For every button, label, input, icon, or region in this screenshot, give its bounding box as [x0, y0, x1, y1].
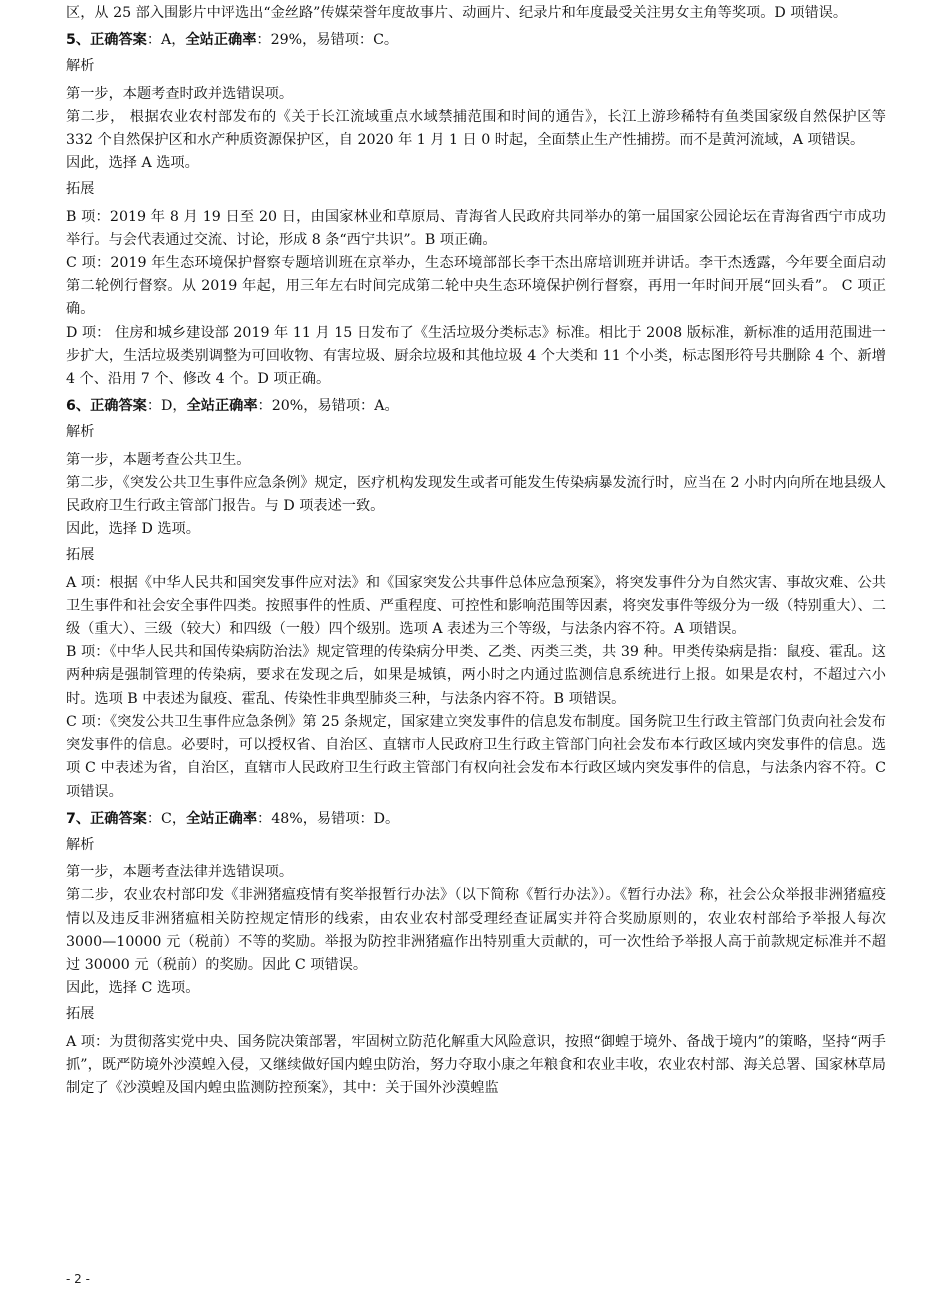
answer-line: [66, 29, 886, 52]
extension-heading: 拓展: [66, 547, 95, 564]
question-number: 7、: [66, 810, 91, 827]
rate-value: ：20%，易错项：A。: [257, 398, 399, 415]
option-d-explanation: D 项： 住房和城乡建设部 2019 年 11 月 15 日发布了《生活垃圾分类标志》标准。相比于 2008 版标准，新标准的适用范围进一步扩大，生活垃圾类别调整为可回收物、有害垃圾、厨余垃圾和其他垃圾 4 个大类和 11 个小类，标志图形符号共删除 4 个、新增 4 个、沿用 7 个、修改 4 个。D 项正确。: [66, 324, 886, 388]
answer-value: ：C，: [146, 810, 187, 827]
intro-paragraph: 区，从 25 部入围影片中评选出“金丝路”传媒荣誉年度故事片、动画片、纪录片和年度最受关注男女主角等奖项。D 项错误。: [66, 5, 848, 21]
extension-heading: 拓展: [66, 1006, 95, 1023]
question-6: [66, 395, 886, 803]
conclusion: 因此，选择 D 选项。: [66, 521, 200, 538]
rate-value: ：29%，易错项：C。: [256, 32, 399, 49]
question-5: [66, 29, 886, 391]
conclusion: 因此，选择 A 选项。: [66, 155, 199, 172]
conclusion: 因此，选择 C 选项。: [66, 980, 200, 997]
step-two: 第二步， 根据农业农村部发布的《关于长江流域重点水域禁捕范围和时间的通告》，长江上游珍稀特有鱼类国家级自然保护区等 332 个自然保护区和水产种质资源保护区，自 2020 年 1 月 1 日 0 时起，全面禁止生产性捕捞。而不是黄河流域，A 项错误。: [66, 108, 886, 149]
option-a-explanation: A 项：根据《中华人民共和国突发事件应对法》和《国家突发公共事件总体应急预案》，将突发事件分为自然灾害、事故灾难、公共卫生事件和社会安全事件四类。按照事件的性质、严重程度、可控性和影响范围等因素，将突发事件等级分为一级（特别重大）、二级（重大）、三级（较大）和四级（一般）四个级别。选项 A 表述为三个等级，与法条内容不符。A 项错误。: [66, 574, 886, 638]
extension-heading: 拓展: [66, 181, 95, 198]
page-number: - 2 -: [66, 1272, 90, 1286]
step-two: 第二步，《突发公共卫生事件应急条例》规定，医疗机构发现发生或者可能发生传染病暴发流行时，应当在 2 小时内向所在地县级人民政府卫生行政主管部门报告。与 D 项表述一致。: [66, 474, 886, 515]
option-a-explanation: A 项：为贯彻落实党中央、国务院决策部署，牢固树立防范化解重大风险意识，按照“御蝗于境外、备战于境内”的策略，坚持“两手抓”，既严防境外沙漠蝗入侵，又继续做好国内蝗虫防治，努力夺取小康之年粮食和农业丰收，农业农村部、海关总署、国家林草局制定了《沙漠蝗及国内蝗虫监测防控预案》，其中：关于国外沙漠蝗监: [66, 1033, 886, 1096]
rate-label: 全站正确率: [186, 398, 258, 415]
answer-value: ：A，: [146, 32, 186, 49]
step-one: 第一步，本题考查法律并选错误项。: [66, 864, 294, 881]
analysis-heading: 解析: [66, 58, 95, 75]
rate-label: 全站正确率: [185, 32, 257, 49]
option-c-explanation: C 项：《突发公共卫生事件应急条例》第 25 条规定，国家建立突发事件的信息发布制度。国务院卫生行政主管部门负责向社会发布突发事件的信息。必要时，可以授权省、自治区、直辖市人民政府卫生行政主管部门向社会发布本行政区域内突发事件的信息。选项 C 中表述为省，自治区，直辖市人民政府卫生行政主管部门有权向社会发布本行政区域内突发事件的信息，与法条内容不符。C 项错误。: [66, 713, 886, 800]
option-b-explanation: B 项：2019 年 8 月 19 日至 20 日，由国家林业和草原局、青海省人民政府共同举办的第一届国家公园论坛在青海省西宁市成功举行。与会代表通过交流、讨论，形成 8 条“西宁共识”。B 项正确。: [66, 208, 886, 248]
analysis-heading: 解析: [66, 424, 95, 441]
step-one: 第一步，本题考查公共卫生。: [66, 451, 251, 468]
document-page: [66, 2, 886, 1100]
rate-value: ：48%，易错项：D。: [257, 810, 400, 827]
step-one: 第一步，本题考查时政并选错误项。: [66, 85, 294, 102]
question-number: 5、: [66, 32, 91, 49]
answer-label: 正确答案: [90, 32, 147, 49]
question-7: [66, 808, 886, 1100]
step-two: 第二步，农业农村部印发《非洲猪瘟疫情有奖举报暂行办法》（以下简称《暂行办法》）。《暂行办法》称，社会公众举报非洲猪瘟疫情以及违反非洲猪瘟相关防控规定情形的线索，由农业农村部受理经查证属实并符合奖励原则的，农业农村部给予举报人每次 3000—10000 元（税前）不等的奖励。举报为防控非洲猪瘟作出特别重大贡献的，可一次性给予举报人高于前款规定标准并不超过 30000 元（税前）的奖励。因此 C 项错误。: [66, 887, 886, 973]
analysis-heading: 解析: [66, 836, 95, 853]
answer-line: [66, 395, 886, 418]
option-c-explanation: C 项：2019 年生态环境保护督察专题培训班在京举办，生态环境部部长李干杰出席培训班并讲话。李干杰透露，今年要全面启动第二轮例行督察。从 2019 年起，用三年左右时间完成第二轮中央生态环境保护例行督察，再用一年时间开展“回头看”。 C 项正确。: [66, 255, 886, 318]
option-b-explanation: B 项：《中华人民共和国传染病防治法》规定管理的传染病分甲类、乙类、丙类三类，共 39 种。甲类传染病是指：鼠疫、霍乱。这两种病是强制管理的传染病，要求在发现之后，如果是城镇，两小时之内通过监测信息系统进行上报。如果是农村，不超过六小时。选项 B 中表述为鼠疫、霍乱、传染性非典型肺炎三种，与法条内容不符。B 项错误。: [66, 644, 886, 707]
answer-value: ：D，: [146, 398, 187, 415]
question-number: 6、: [66, 398, 91, 415]
answer-label: 正确答案: [90, 398, 147, 415]
rate-label: 全站正确率: [186, 810, 258, 827]
answer-label: 正确答案: [90, 810, 147, 827]
answer-line: [66, 808, 886, 831]
